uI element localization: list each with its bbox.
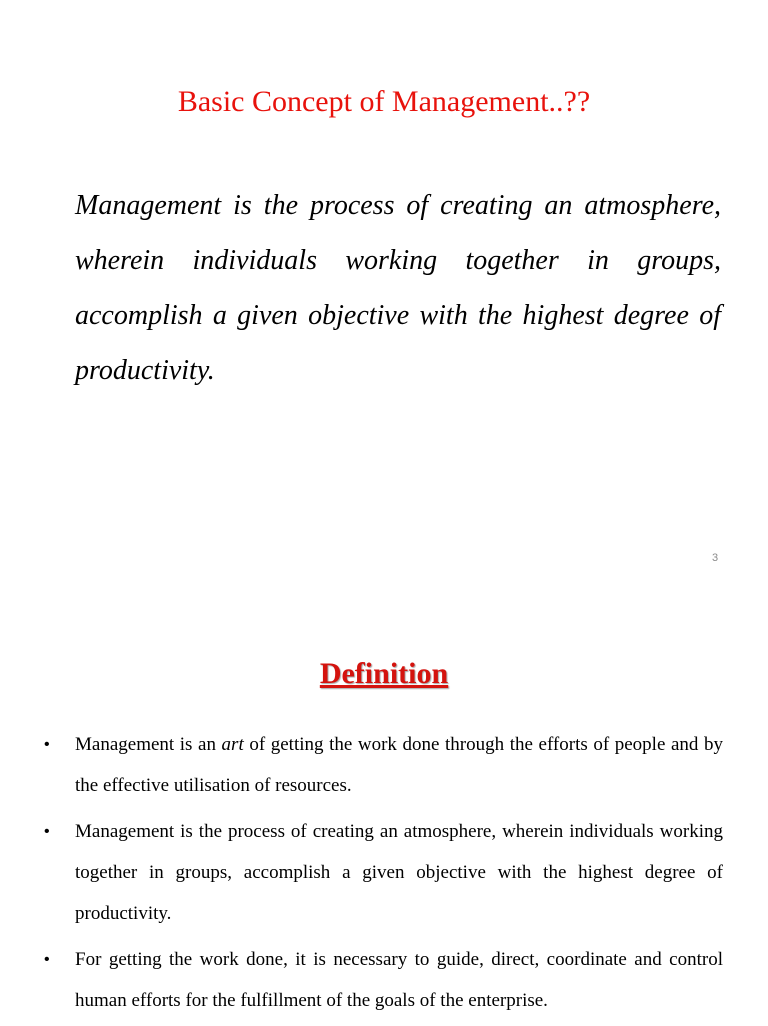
definition-paragraph: Management is the process of creating an atmosphere, wherein individuals working together in groups, accomplish a given objective with the highest degree of productivity. — [75, 190, 721, 386]
page-number: 3 — [712, 552, 719, 564]
bullet-icon: • — [44, 951, 50, 968]
bullet-icon: • — [44, 823, 50, 840]
bullet-emphasis: art — [221, 734, 244, 755]
bullet-text-end: of getting the work done through the efforts of people and by the effective utilisation of resources. — [75, 734, 723, 796]
slide-definition — [0, 596, 768, 1024]
bullet-text: Management is the process of creating an atmosphere, wherein individuals working together in groups, accomplish a given objective with the highest degree of productivity. — [75, 821, 723, 924]
bullet-item-art — [0, 724, 723, 806]
bullet-icon: • — [44, 736, 50, 753]
slide-title: Basic Concept of Management..?? — [177, 85, 591, 118]
definition-heading: Definition — [319, 657, 449, 690]
bullet-item-control — [0, 939, 723, 1021]
bullet-text-start: Management is an — [75, 734, 222, 755]
bullet-list — [0, 724, 768, 1026]
bullet-text: For getting the work done, it is necessary to guide, direct, coordinate and control human efforts for the fulfillment of the goals of the enterprise. — [75, 949, 723, 1011]
bullet-item-process — [0, 811, 723, 934]
